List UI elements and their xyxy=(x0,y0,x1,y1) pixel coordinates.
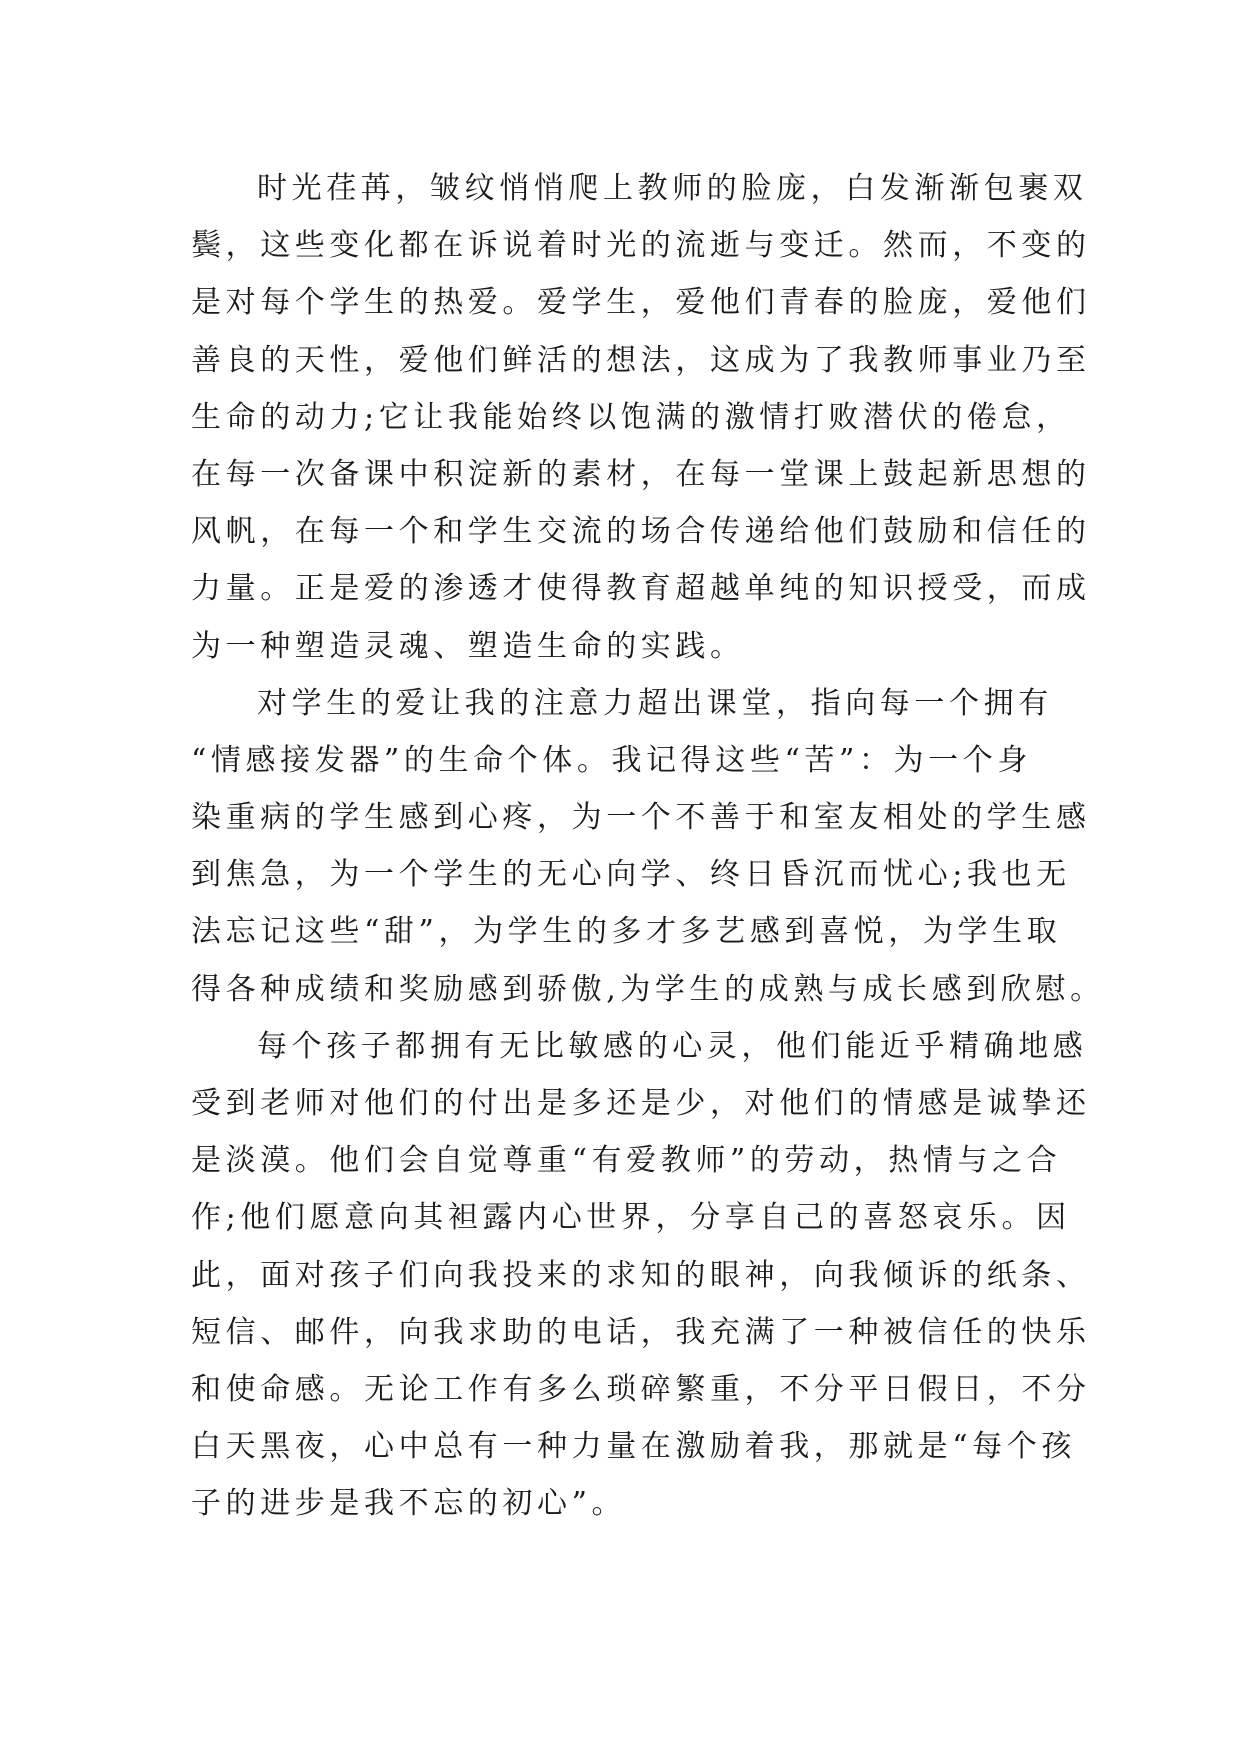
text-line: 在每一次备课中积淀新的素材，在每一堂课上鼓起新思想的 xyxy=(191,456,1091,492)
text-line: 短信、邮件，向我求助的电话，我充满了一种被信任的快乐 xyxy=(191,1314,1091,1350)
text-line: 时光荏苒，皱纹悄悄爬上教师的脸庞，白发渐渐包裹双 xyxy=(257,171,1088,206)
text-line: “情感接发器”的生命个体。我记得这些“苦”：为一个身 xyxy=(191,742,1032,778)
text-line: 作;他们愿意向其袒露内心世界，分享自己的喜怒哀乐。因 xyxy=(191,1200,1071,1236)
text-line: 染重病的学生感到心疼，为一个不善于和室友相处的学生感 xyxy=(191,800,1091,836)
text-line: 对学生的爱让我的注意力超出课堂，指向每一个拥有 xyxy=(257,685,1053,721)
text-line: 到焦急，为一个学生的无心向学、终日昏沉而忧心;我也无 xyxy=(191,857,1071,893)
text-line: 每个孩子都拥有无比敏感的心灵，他们能近乎精确地感 xyxy=(257,1028,1088,1064)
text-line: 力量。正是爱的渗透才使得教育超越单纯的知识授受，而成 xyxy=(191,571,1091,607)
text-line: 和使命感。无论工作有多么琐碎繁重，不分平日假日，不分 xyxy=(191,1371,1091,1407)
text-line: 受到老师对他们的付出是多还是少，对他们的情感是诚挚还 xyxy=(191,1086,1091,1121)
text-line: 是淡漠。他们会自觉尊重“有爱教师”的劳动，热情与之合 xyxy=(191,1143,1062,1179)
text-line: 得各种成绩和奖励感到骄傲,为学生的成熟与成长感到欣慰。 xyxy=(191,971,1105,1007)
text-line: 善良的天性，爱他们鲜活的想法，这成为了我教师事业乃至 xyxy=(191,342,1091,378)
text-line: 子的进步是我不忘的初心”。 xyxy=(191,1486,627,1522)
text-line: 此，面对孩子们向我投来的求知的眼神，向我倾诉的纸条、 xyxy=(191,1257,1091,1293)
text-line: 风帆，在每一个和学生交流的场合传递给他们鼓励和信任的 xyxy=(191,514,1091,550)
text-line: 法忘记这些“甜”，为学生的多才多艺感到喜悦，为学生取 xyxy=(191,914,1062,950)
text-line: 生命的动力;它让我能始终以饱满的激情打败潜伏的倦怠， xyxy=(191,399,1071,435)
paragraph-1 xyxy=(191,160,1091,675)
text-line: 鬓，这些变化都在诉说着时光的流逝与变迁。然而，不变的 xyxy=(191,228,1091,264)
paragraph-3 xyxy=(191,1018,1091,1533)
text-line: 白天黑夜，心中总有一种力量在激励着我，那就是“每个孩 xyxy=(191,1429,1076,1465)
text-line: 为一种塑造灵魂、塑造生命的实践。 xyxy=(191,628,745,664)
paragraph-2 xyxy=(191,675,1105,1018)
document-body xyxy=(191,160,1105,1533)
text-line: 是对每个学生的热爱。爱学生，爱他们青春的脸庞，爱他们 xyxy=(191,285,1091,321)
